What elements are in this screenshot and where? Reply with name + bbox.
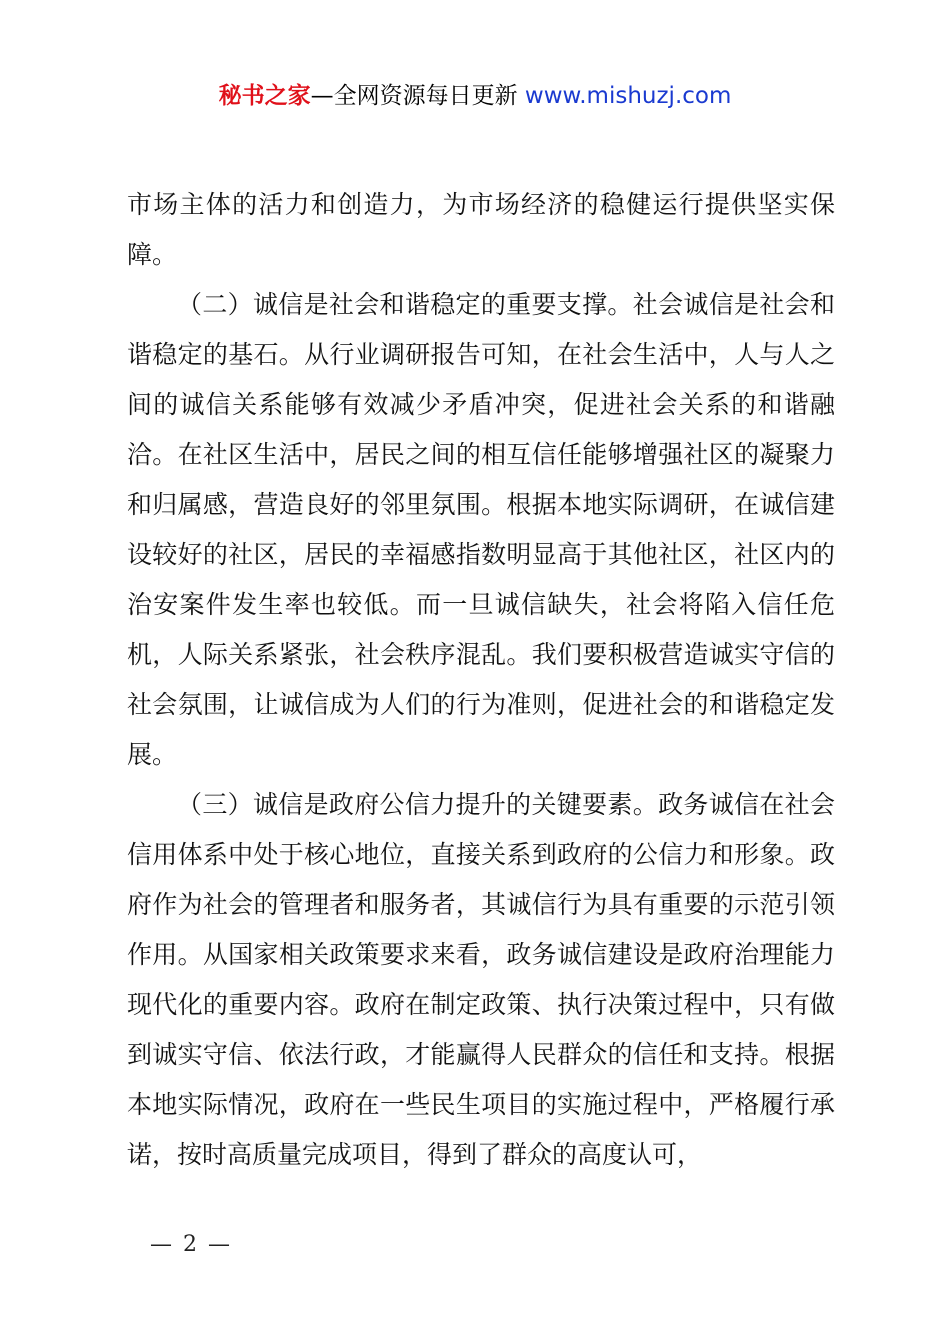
header-dash: —: [310, 83, 334, 109]
paragraph-section-3: （三）诚信是政府公信力提升的关键要素。政务诚信在社会信用体系中处于核心地位，直接关系到政府的公信力和形象。政府作为社会的管理者和服务者，其诚信行为具有重要的示范引领作用。从国家相关政策要求来看，政务诚信建设是政府治理能力现代化的重要内容。政府在制定政策、执行决策过程中，只有做到诚实守信、依法行政，才能赢得人民群众的信任和支持。根据本地实际情况，政府在一些民生项目的实施过程中，严格履行承诺，按时高质量完成项目，得到了群众的高度认可，: [127, 790, 835, 1169]
page-number: — 2 —: [150, 1232, 232, 1257]
site-header: [0, 80, 950, 112]
paragraph-section-2: （二）诚信是社会和谐稳定的重要支撑。社会诚信是社会和谐稳定的基石。从行业调研报告可知，在社会生活中，人与人之间的诚信关系能够有效减少矛盾冲突，促进社会关系的和谐融洽。在社区生活中，居民之间的相互信任能够增强社区的凝聚力和归属感，营造良好的邻里氛围。根据本地实际调研，在诚信建设较好的社区，居民的幸福感指数明显高于其他社区，社区内的治安案件发生率也较低。而一旦诚信缺失，社会将陷入信任危机，人际关系紧张，社会秩序混乱。我们要积极营造诚实守信的社会氛围，让诚信成为人们的行为准则，促进社会的和谐稳定发展。: [127, 290, 835, 769]
paragraph-continuation: 市场主体的活力和创造力，为市场经济的稳健运行提供坚实保障。: [127, 190, 835, 269]
site-brand: 秘书之家: [218, 83, 311, 109]
site-url-link[interactable]: www.mishuzj.com: [524, 83, 732, 109]
site-slogan: 全网资源每日更新: [333, 83, 525, 109]
document-body: [127, 180, 835, 1180]
